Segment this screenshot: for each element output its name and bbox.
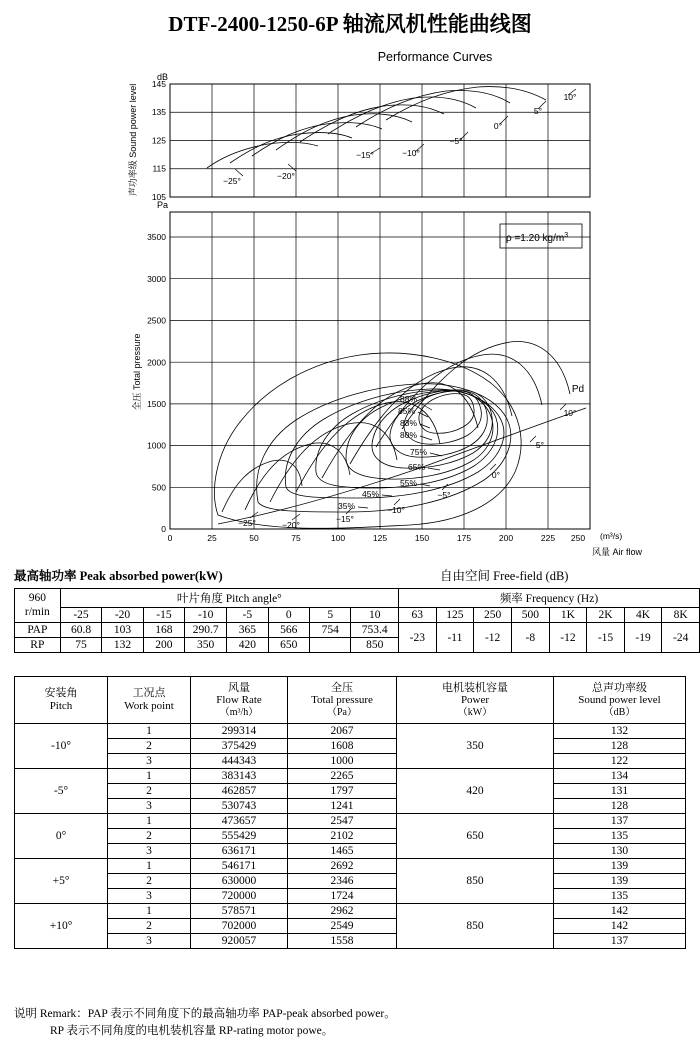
table-row [15,608,700,623]
density-note: ρ =1.20 $kg/m^3$ [506,232,569,244]
tp-xtick-175: 175 [456,533,472,543]
spl-3-1: 139 [554,874,686,889]
power-0: 350 [397,724,554,769]
spl-label-m20: −20° [277,171,295,181]
eff-label-55: 55% [400,478,418,488]
rp-7: 850 [351,638,399,653]
freq-val-6: -19 [624,623,662,653]
spl-2-2: 130 [554,844,686,859]
col-header-pressure-en: Total pressure [311,694,373,707]
table-row [15,889,686,904]
group-pitch-0: -10° [15,724,108,769]
col-header-flow-cn: 风量 [228,681,250,694]
rp-1: 132 [102,638,143,653]
spl-label-m15: −15° [356,150,374,160]
freq-col-4: 1K [549,608,587,623]
table-row [15,724,686,739]
tp-tick-2500: 2500 [147,315,166,326]
pressure-2-2: 1465 [288,844,397,859]
pressure-3-1: 2346 [288,874,397,889]
col-header-spl-cn: 总声功率级 [592,681,647,694]
rp-4: 420 [227,638,268,653]
point-2-1: 2 [108,829,191,844]
freq-val-0: -23 [399,623,437,653]
operating-points-table [14,676,686,949]
eff-label-75: 75% [410,447,428,457]
spl-curve-m20 [230,133,352,163]
pressure-2-0: 2547 [288,814,397,829]
spl-tick-135: 135 [151,107,166,118]
spl-tick-115: 115 [152,163,166,174]
freq-col-3: 500 [511,608,549,623]
spl-0-0: 132 [554,724,686,739]
spl-curve-m25 [207,142,318,168]
point-1-1: 2 [108,784,191,799]
rpm-cell [15,589,61,623]
spl-3-0: 139 [554,859,686,874]
eff-label-35: 35% [338,501,356,511]
tp-tick-3500: 3500 [147,232,166,242]
point-2-0: 1 [108,814,191,829]
peak-power-label: 最高轴功率 Peak absorbed power(kW) [14,569,223,583]
rpm-value: 960 [28,592,46,605]
point-4-1: 2 [108,919,191,934]
freq-col-1: 125 [436,608,474,623]
spl-4-2: 137 [554,934,686,949]
col-header-power [397,677,554,724]
point-1-0: 1 [108,769,191,784]
chart-svg [0,72,700,557]
tp-xtick-25: 25 [207,533,217,543]
spl-label-0: 0° [493,121,503,131]
pressure-1-2: 1241 [288,799,397,814]
pap-4: 365 [227,623,268,638]
eff-label-85: 85% [398,406,416,416]
tp-xtick-150: 150 [414,533,430,543]
col-header-pressure [288,677,397,724]
angle-col-4: -5 [227,608,268,623]
table-row [15,904,686,919]
pap-7: 753.4 [351,623,399,638]
tp-label-0: 0° [491,470,501,480]
angle-col-6: 5 [310,608,351,623]
rp-label: RP [15,638,61,653]
col-header-point-en: Work point [124,700,174,712]
col-header-power-en: Power [460,694,490,707]
spl-curve-m5 [300,105,444,142]
col-header-spl [554,677,686,724]
pressure-4-1: 2549 [288,919,397,934]
table-row [15,934,686,949]
tp-xtick-50: 50 [249,533,259,543]
spl-1-2: 128 [554,799,686,814]
spl-unit-db: dB [156,72,168,82]
freq-val-5: -15 [587,623,625,653]
table-row [15,754,686,769]
sound-power-plot [127,72,590,202]
table-header-row [15,677,686,724]
table-row [15,874,686,889]
tp-xtick-200: 200 [498,533,514,543]
col-header-power-cn: 电机装机容量 [442,681,508,694]
point-4-0: 1 [108,904,191,919]
col-header-point [108,677,191,724]
spl-axis-label: 声功率级 Sound power level [128,83,138,197]
tp-x-unit: (m³/s) [600,531,623,541]
angle-col-3: -10 [185,608,227,623]
tp-label-5: 5° [535,440,545,450]
flow-2-1: 555429 [191,829,288,844]
freq-col-0: 63 [399,608,437,623]
point-0-0: 1 [108,724,191,739]
flow-4-1: 702000 [191,919,288,934]
spl-tick-145: 145 [151,79,166,89]
tp-curve-m20 [245,443,350,510]
col-header-pitch-cn: 安装角 [44,687,78,700]
group-pitch-2: 0° [15,814,108,859]
freq-val-3: -8 [511,623,549,653]
col-header-spl-unit: （dB） [603,706,636,718]
eff-label-45: 45% [362,489,380,499]
tp-tick-500: 500 [151,482,166,493]
table-row [15,589,700,608]
table-row [15,784,686,799]
tp-tick-1000: 1000 [147,440,166,451]
flow-0-0: 299314 [191,724,288,739]
eff-55 [285,389,504,498]
spl-label-m5: −5° [449,136,463,146]
rp-3: 350 [185,638,227,653]
table-row [15,859,686,874]
flow-3-1: 630000 [191,874,288,889]
spl-4-0: 142 [554,904,686,919]
tp-label-m20: −20° [282,520,300,530]
table-row [15,844,686,859]
rp-6 [310,638,351,653]
tp-tick-3000: 3000 [147,274,166,284]
flow-3-0: 546171 [191,859,288,874]
tp-tick-1500: 1500 [147,399,166,409]
spl-tick-105: 105 [151,192,166,202]
total-pressure-plot [131,200,643,557]
point-3-2: 3 [108,889,191,904]
rp-2: 200 [143,638,184,653]
table-row [15,739,686,754]
pressure-1-1: 1797 [288,784,397,799]
col-header-pitch [15,677,108,724]
power-2: 650 [397,814,554,859]
point-2-2: 3 [108,844,191,859]
pap-6: 754 [310,623,351,638]
flow-0-2: 444343 [191,754,288,769]
pressure-4-0: 2962 [288,904,397,919]
pap-0: 60.8 [60,623,102,638]
point-1-2: 3 [108,799,191,814]
flow-3-2: 720000 [191,889,288,904]
freq-col-2: 250 [474,608,512,623]
spl-2-1: 135 [554,829,686,844]
angle-col-2: -15 [143,608,184,623]
rpm-unit: r/min [24,605,50,618]
spl-curve-5 [356,91,510,128]
spl-tick-125: 125 [151,135,166,146]
eff-label-83: 83% [400,418,418,428]
rp-5: 650 [268,638,309,653]
tp-envelope-outer [214,353,521,528]
tp-label-m10: −10° [387,505,405,515]
freq-col-5: 2K [587,608,625,623]
tp-label-m5: −5° [437,490,451,500]
table-row [15,623,700,638]
spl-label-5: 5° [533,106,543,116]
pitch-frequency-table [14,588,700,653]
tp-xtick-125: 125 [372,533,388,543]
flow-1-2: 530743 [191,799,288,814]
tp-curve-0 [350,367,512,464]
spl-4-1: 142 [554,919,686,934]
tp-xtick-250: 250 [570,533,586,543]
table-row [15,769,686,784]
spl-label-m25: −25° [223,176,241,186]
flow-2-2: 636171 [191,844,288,859]
flow-1-1: 462857 [191,784,288,799]
group-pitch-3: +5° [15,859,108,904]
pressure-0-1: 1608 [288,739,397,754]
pd-label: Pd [571,384,585,395]
freq-col-7: 8K [662,608,700,623]
col-header-pressure-unit: （Pa） [327,706,357,718]
spl-label-m10: −10° [402,148,420,158]
spl-1-1: 131 [554,784,686,799]
pressure-3-0: 2692 [288,859,397,874]
tp-xtick-100: 100 [330,533,346,543]
freq-val-4: -12 [549,623,587,653]
pressure-1-0: 2265 [288,769,397,784]
angle-col-5: 0 [268,608,309,623]
power-3: 850 [397,859,554,904]
eff-label-65: 65% [408,462,426,472]
point-0-2: 3 [108,754,191,769]
table-row [15,829,686,844]
pressure-0-0: 2067 [288,724,397,739]
flow-0-1: 375429 [191,739,288,754]
page-title: DTF-2400-1250-6P 轴流风机性能曲线图 [168,12,532,36]
pap-label: PAP [15,623,61,638]
col-header-flow-en: Flow Rate [216,694,262,707]
rp-0: 75 [60,638,102,653]
pitch-angle-header: 叶片角度 Pitch angle° [60,589,398,608]
pressure-3-2: 1724 [288,889,397,904]
tp-xtick-225: 225 [540,533,556,543]
col-header-spl-en: Sound power level [578,694,661,707]
angle-col-7: 10 [351,608,399,623]
remark-block [14,1006,396,1039]
col-header-pressure-cn: 全压 [331,681,353,694]
point-3-0: 1 [108,859,191,874]
spl-label-10: 10° [563,92,577,102]
spl-0-1: 128 [554,739,686,754]
spl-2-0: 137 [554,814,686,829]
page-subtitle: Performance Curves [377,50,493,64]
tp-label-m15: −15° [336,514,354,524]
tp-unit-pa: Pa [156,200,168,210]
flow-4-2: 920057 [191,934,288,949]
freq-val-1: -11 [436,623,474,653]
flow-1-0: 383143 [191,769,288,784]
tp-tick-2000: 2000 [147,357,166,368]
tp-label-10: 10° [563,408,577,418]
pressure-4-2: 1558 [288,934,397,949]
freq-val-2: -12 [474,623,512,653]
col-header-power-unit: （kW） [457,706,493,718]
remark-line-2: RP 表示不同角度的电机装机容量 RP-rating motor powe。 [50,1024,334,1037]
angle-col-1: -20 [102,608,143,623]
group-pitch-1: -5° [15,769,108,814]
performance-curves-chart [0,72,700,557]
spl-1-0: 134 [554,769,686,784]
tp-label-m25: −25° [238,518,256,528]
frequency-header: 频率 Frequency (Hz) [399,589,700,608]
pressure-2-1: 2102 [288,829,397,844]
power-4: 850 [397,904,554,949]
remark-line-1: 说明 Remark：PAP 表示不同角度下的最高轴功率 PAP-peak absorbed power。 [14,1008,396,1020]
tp-x-label: 风量 Air flow [592,547,643,557]
pap-1: 103 [102,623,143,638]
table-row [15,799,686,814]
col-header-flow [191,677,288,724]
flow-4-0: 578571 [191,904,288,919]
tp-xtick-0: 0 [167,533,173,543]
col-header-pitch-en: Pitch [49,700,73,712]
flow-2-0: 473657 [191,814,288,829]
table-row [15,814,686,829]
pap-5: 566 [268,623,309,638]
free-field-label: 自由空间 Free-field (dB) [440,569,569,583]
col-header-point-cn: 工况点 [132,687,166,700]
tp-axis-label: 全压 Total pressure [132,333,142,411]
tp-xtick-75: 75 [291,533,301,543]
freq-col-6: 4K [624,608,662,623]
angle-col-0: -25 [60,608,102,623]
col-header-flow-unit: （m³/h） [219,706,259,718]
power-1: 420 [397,769,554,814]
point-0-1: 2 [108,739,191,754]
freq-val-7: -24 [662,623,700,653]
group-pitch-4: +10° [15,904,108,949]
spl-0-2: 122 [554,754,686,769]
tp-tick-0: 0 [161,524,166,534]
pressure-0-2: 1000 [288,754,397,769]
eff-label-88: 88% [400,394,418,404]
eff-label-80: 80% [400,430,418,440]
pap-2: 168 [143,623,184,638]
table-row [15,919,686,934]
spl-3-2: 135 [554,889,686,904]
point-3-1: 2 [108,874,191,889]
point-4-2: 3 [108,934,191,949]
pap-3: 290.7 [185,623,227,638]
